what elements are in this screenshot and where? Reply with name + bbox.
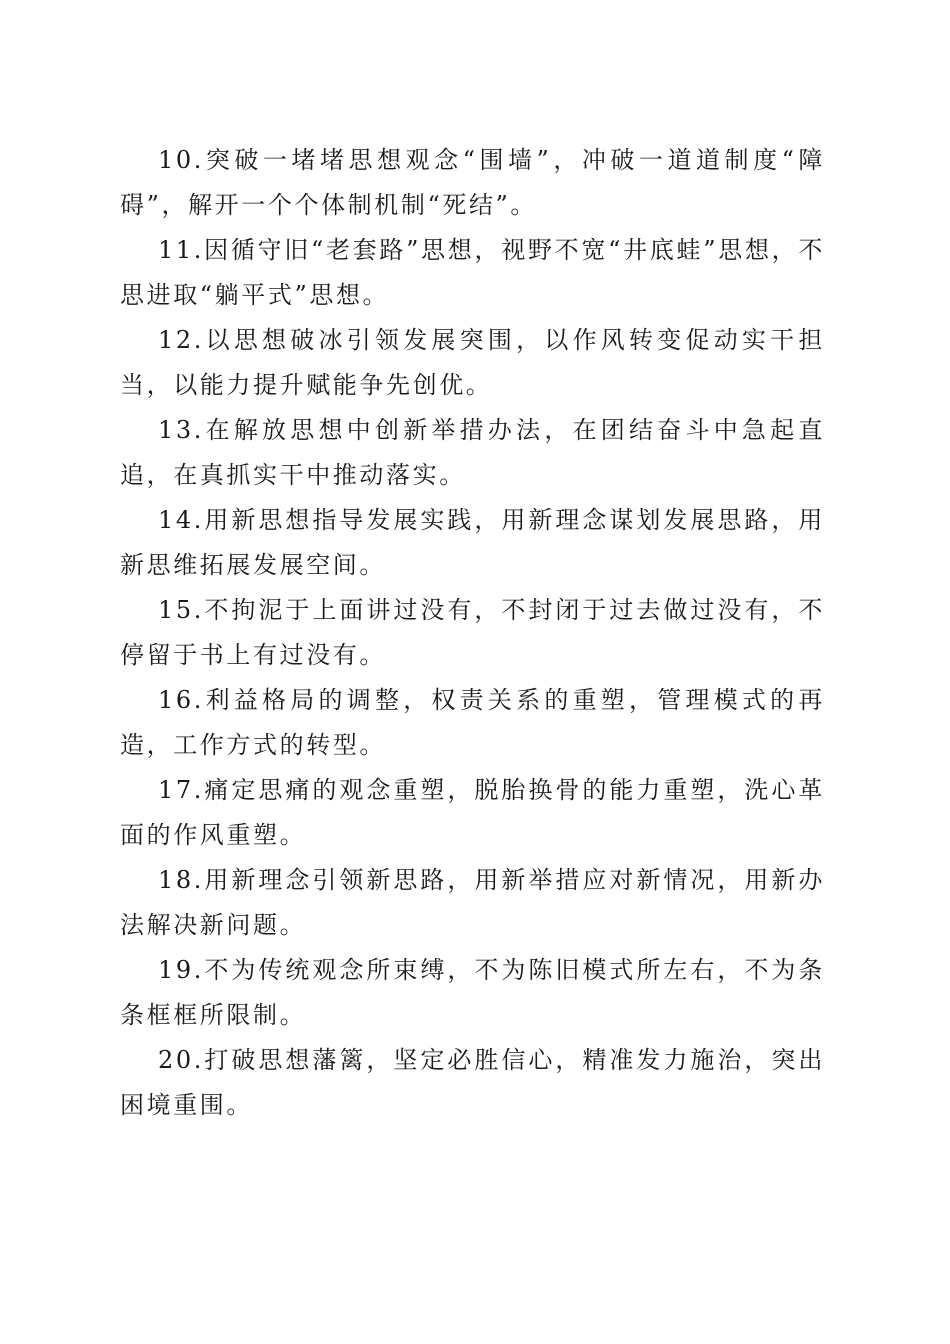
paragraph-10: 10.突破一堵堵思想观念“围墙”，冲破一道道制度“障碍”，解开一个个体制机制“死结”。 (120, 146, 825, 219)
document-body (120, 138, 825, 1128)
paragraph-17: 17.痛定思痛的观念重塑，脱胎换骨的能力重塑，洗心革面的作风重塑。 (120, 776, 825, 849)
paragraph-19: 19.不为传统观念所束缚，不为陈旧模式所左右，不为条条框框所限制。 (120, 956, 825, 1029)
paragraph-13: 13.在解放思想中创新举措办法，在团结奋斗中急起直追，在真抓实干中推动落实。 (120, 416, 825, 489)
paragraph-15: 15.不拘泥于上面讲过没有，不封闭于过去做过没有，不停留于书上有过没有。 (120, 596, 825, 669)
paragraph-14: 14.用新思想指导发展实践，用新理念谋划发展思路，用新思维拓展发展空间。 (120, 506, 825, 579)
paragraph-16: 16.利益格局的调整，权责关系的重塑，管理模式的再造，工作方式的转型。 (120, 686, 825, 759)
paragraph-20: 20.打破思想藩篱，坚定必胜信心，精准发力施治，突出困境重围。 (120, 1046, 825, 1119)
paragraph-12: 12.以思想破冰引领发展突围，以作风转变促动实干担当，以能力提升赋能争先创优。 (120, 326, 825, 399)
paragraph-11: 11.因循守旧“老套路”思想，视野不宽“井底蛙”思想，不思进取“躺平式”思想。 (120, 236, 825, 309)
paragraph-18: 18.用新理念引领新思路，用新举措应对新情况，用新办法解决新问题。 (120, 866, 825, 939)
